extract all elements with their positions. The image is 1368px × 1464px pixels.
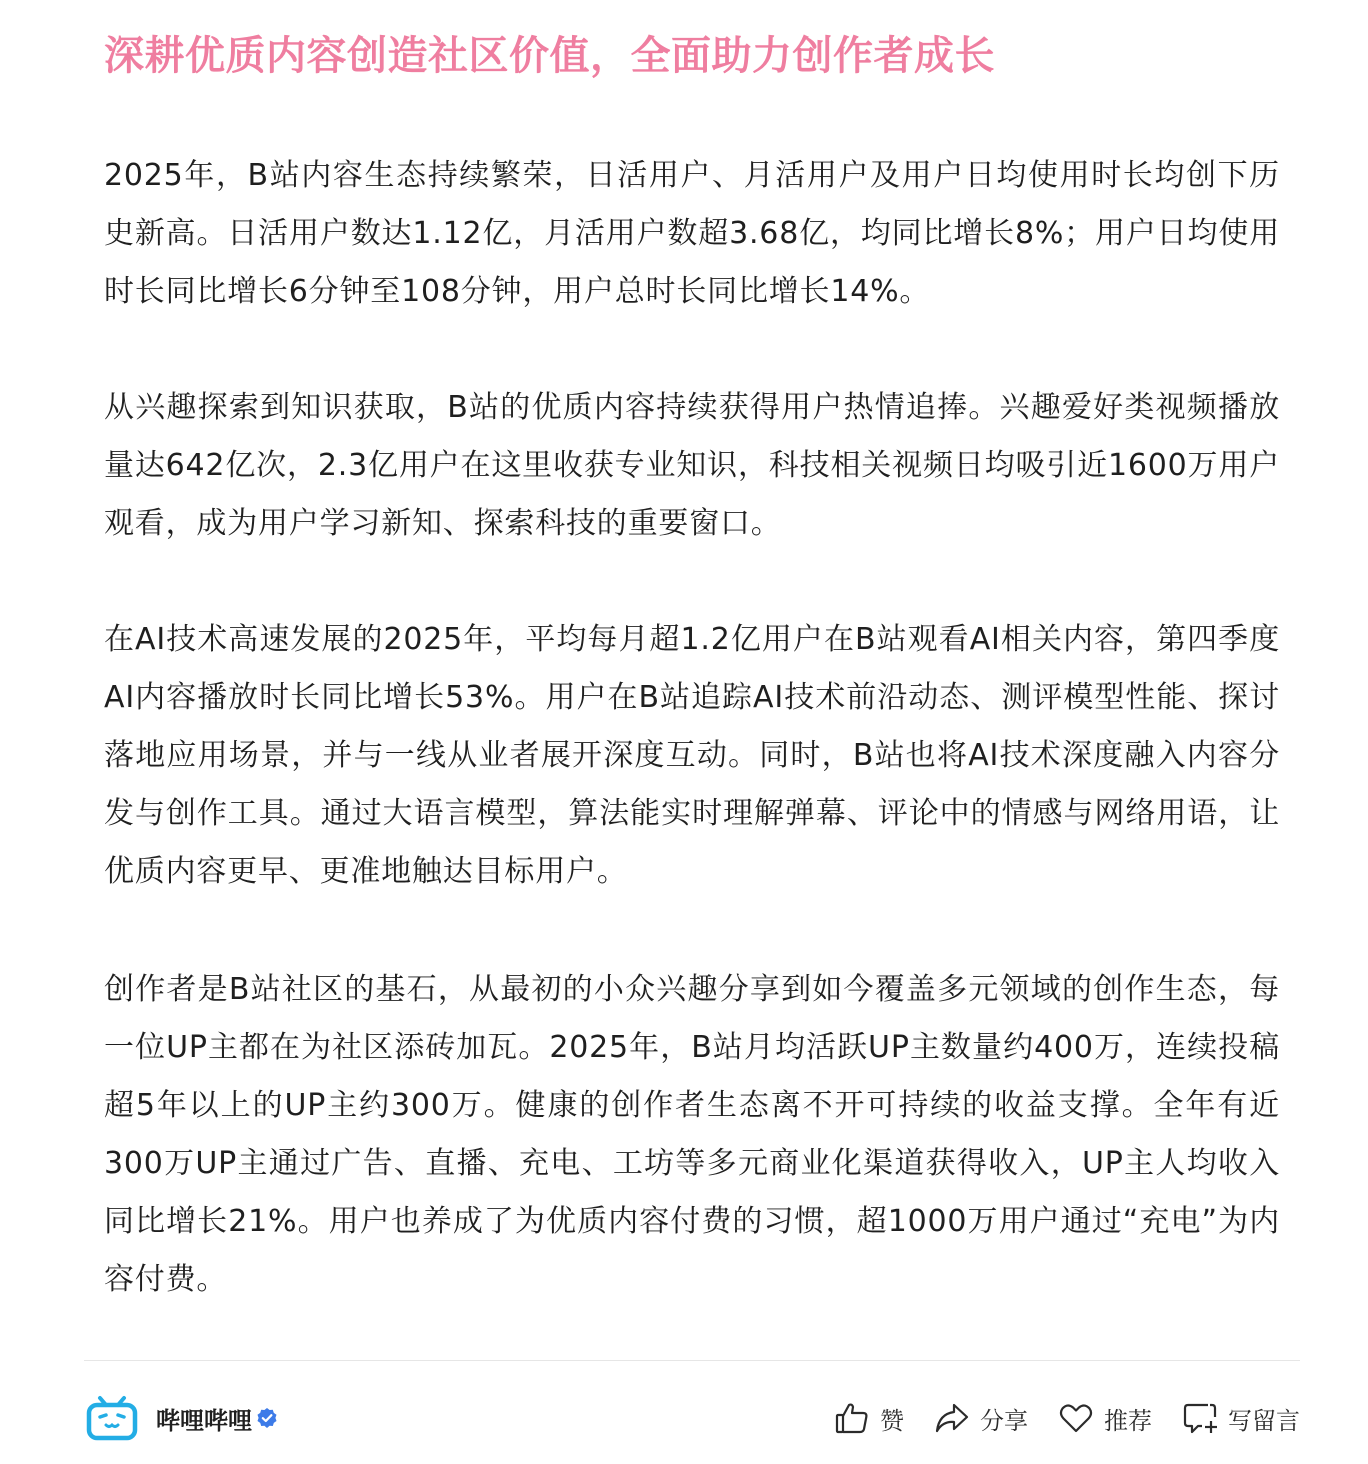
verified-badge-icon (256, 1407, 278, 1429)
footer-divider (84, 1360, 1300, 1361)
thumbs-up-icon (834, 1400, 870, 1436)
share-label: 分享 (980, 1406, 1028, 1435)
like-label: 赞 (880, 1406, 904, 1435)
account-name: 哔哩哔哩 (156, 1406, 252, 1435)
heart-icon (1058, 1400, 1094, 1436)
recommend-label: 推荐 (1104, 1406, 1152, 1435)
article-paragraph: 2025年，B站内容生态持续繁荣，日活用户、月活用户及用户日均使用时长均创下历史新高。日活用户数达1.12亿，月活用户数超3.68亿，均同比增长8%；用户日均使用时长同比增长6分钟至108分钟，用户总时长同比增长14%。 (104, 158, 1280, 309)
share-button[interactable] (934, 1400, 1028, 1436)
article-paragraph: 从兴趣探索到知识获取，B站的优质内容持续获得用户热情追捧。兴趣爱好类视频播放量达642亿次，2.3亿用户在这里收获专业知识，科技相关视频日均吸引近1600万用户观看，成为用户学习新知、探索科技的重要窗口。 (104, 390, 1280, 541)
account-info[interactable] (84, 1390, 278, 1446)
article-paragraph: 在AI技术高速发展的2025年，平均每月超1.2亿用户在B站观看AI相关内容，第四季度AI内容播放时长同比增长53%。用户在B站追踪AI技术前沿动态、测评模型性能、探讨落地应用场景，并与一线从业者展开深度互动。同时，B站也将AI技术深度融入内容分发与创作工具。通过大语言模型，算法能实时理解弹幕、评论中的情感与网络用语，让优质内容更早、更准地触达目标用户。 (104, 622, 1280, 889)
comment-plus-icon (1182, 1400, 1218, 1436)
comment-label: 写留言 (1228, 1406, 1300, 1435)
article-footer (84, 1390, 1300, 1446)
comment-button[interactable] (1182, 1400, 1300, 1436)
article-title: 深耕优质内容创造社区价值，全面助力创作者成长 (104, 33, 995, 79)
bilibili-tv-icon (86, 1395, 138, 1441)
like-button[interactable] (834, 1400, 904, 1436)
share-arrow-icon (934, 1400, 970, 1436)
article-paragraph: 创作者是B站社区的基石，从最初的小众兴趣分享到如今覆盖多元领域的创作生态，每一位UP主都在为社区添砖加瓦。2025年，B站月均活跃UP主数量约400万，连续投稿超5年以上的UP主约300万。健康的创作者生态离不开可持续的收益支撑。全年有近300万UP主通过广告、直播、充电、工坊等多元商业化渠道获得收入，UP主人均收入同比增长21%。用户也养成了为优质内容付费的习惯，超1000万用户通过“充电”为内容付费。 (104, 972, 1280, 1297)
article-actions (804, 1390, 1300, 1446)
recommend-button[interactable] (1058, 1400, 1152, 1436)
